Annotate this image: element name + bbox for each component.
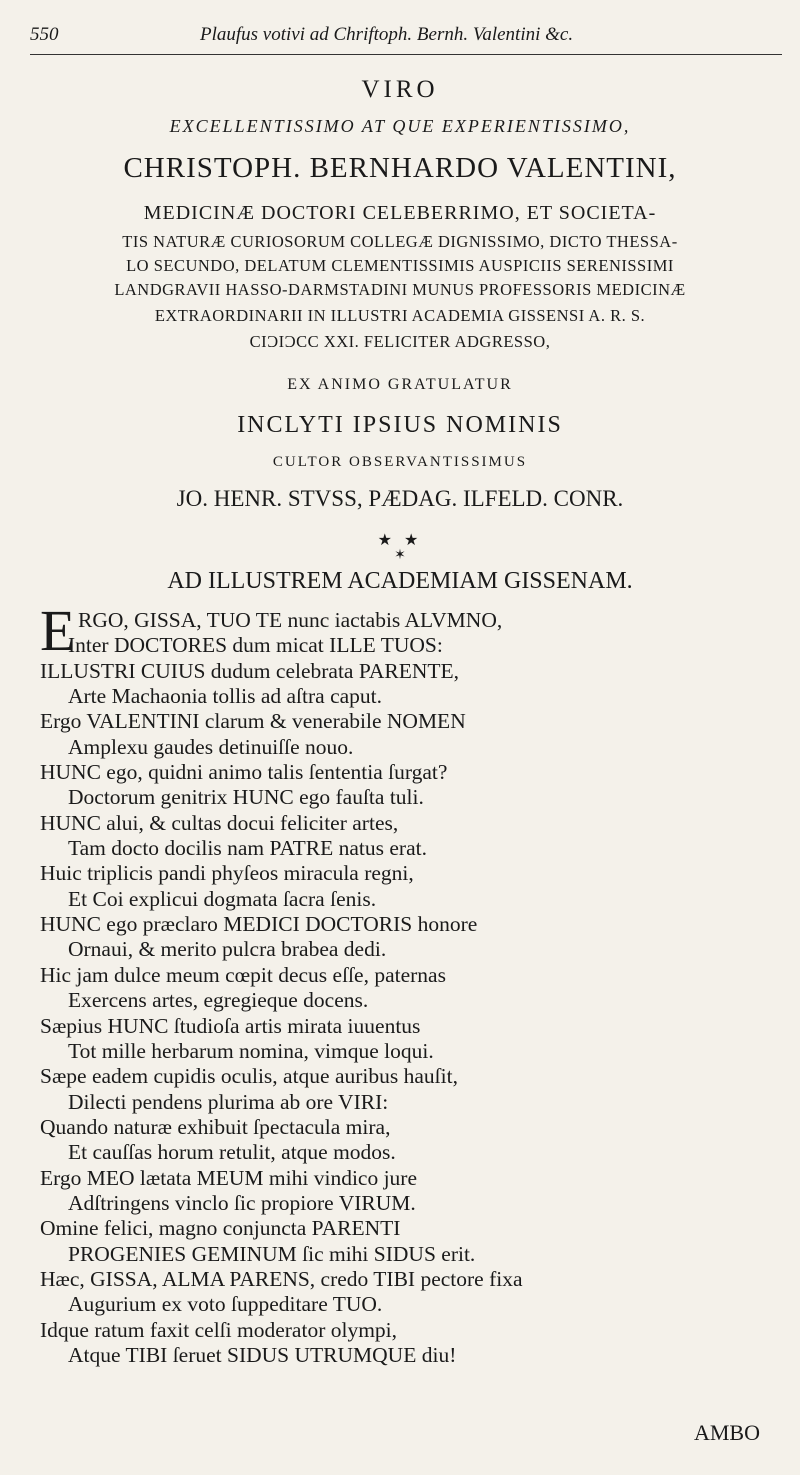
inclyti-line: INCLYTI IPSIUS NOMINIS bbox=[237, 412, 563, 438]
poem-line: RGO, GISSA, TUO TE nunc iactabis ALVMNO, bbox=[78, 608, 503, 632]
dedicatee-name: CHRISTOPH. BERNHARDO VALENTINI, bbox=[123, 152, 677, 184]
dedication-line-3: LO SECUNDO, DELATUM CLEMENTISSIMIS AUSPICIIS SERENISSIMI bbox=[126, 256, 674, 275]
dedication-viro: VIRO bbox=[361, 76, 439, 103]
poem-line: Tot mille herbarum nomina, vimque loqui. bbox=[68, 1038, 434, 1063]
poem-line: HUNC ego, quidni animo talis ſententia ſurgat? bbox=[40, 760, 448, 785]
cultor-line: CULTOR OBSERVANTISSIMUS bbox=[272, 454, 528, 470]
poem-line: Quando naturæ exhibuit ſpectacula mira, bbox=[40, 1114, 391, 1139]
poem-line: Tam docto docilis nam PATRE natus erat. bbox=[68, 836, 427, 861]
running-title: Plaufus votivi ad Chriftoph. Bernh. Valentini &c. bbox=[200, 24, 574, 45]
poem-body bbox=[40, 598, 780, 1368]
poem-line: Exercens artes, egregieque docens. bbox=[68, 988, 369, 1013]
poem-line: PROGENIES GEMINUM ſic mihi SIDUS erit. bbox=[68, 1241, 476, 1266]
dedication-line-2: TIS NATURÆ CURIOSORUM COLLEGÆ DIGNISSIMO, DICTO THESSA- bbox=[122, 232, 678, 251]
poem-line: Et cauſſas horum retulit, atque modos. bbox=[68, 1140, 396, 1165]
poem-line: Amplexu gaudes detinuiſſe nouo. bbox=[68, 734, 354, 759]
dedication-line-4: LANDGRAVII HASSO-DARMSTADINI MUNUS PROFESSORIS MEDICINÆ bbox=[114, 280, 686, 299]
ex-animo-line: EX ANIMO GRATULATUR bbox=[287, 376, 513, 393]
poem-line: Sæpe eadem cupidis oculis, atque auribus hauſit, bbox=[40, 1064, 458, 1089]
poem-line: Dilecti pendens plurima ab ore VIRI: bbox=[68, 1089, 389, 1114]
poem-line: Omine felici, magno conjuncta PARENTI bbox=[40, 1216, 401, 1241]
poem-title: AD ILLUSTREM ACADEMIAM GISSENAM. bbox=[167, 568, 633, 594]
poem-line: Ergo MEO lætata MEUM mihi vindico jure bbox=[40, 1165, 418, 1190]
poem-line: Augurium ex voto ſuppeditare TUO. bbox=[68, 1292, 383, 1317]
poem-line: Adſtringens vinclo ſic propiore VIRUM. bbox=[68, 1190, 416, 1215]
poem-line: Et Coi explicui dogmata ſacra ſenis. bbox=[68, 886, 377, 911]
dedication-line-5: EXTRAORDINARII IN ILLUSTRI ACADEMIA GISSENSI A. R. S. bbox=[154, 306, 646, 325]
ornament-stars: ★ ★ bbox=[377, 532, 423, 549]
poem-line: HUNC ego præclaro MEDICI DOCTORIS honore bbox=[40, 912, 478, 937]
poem-line: Ergo VALENTINI clarum & venerabile NOMEN bbox=[40, 709, 466, 734]
poem-line: Hic jam dulce meum cœpit decus eſſe, paternas bbox=[40, 962, 446, 987]
poem-line: ILLUSTRI CUIUS dudum celebrata PARENTE, bbox=[40, 658, 459, 683]
poem-line: Huic triplicis pandi phyſeos miracula regni, bbox=[40, 861, 414, 886]
running-header bbox=[30, 22, 770, 54]
poem-line: Doctorum genitrix HUNC ego fauſta tuli. bbox=[68, 785, 424, 810]
author-line: JO. HENR. STVSS, PÆDAG. ILFELD. CONR. bbox=[176, 486, 624, 511]
dedication-excellentissimo: EXCELLENTISSIMO AT QUE EXPERIENTISSIMO, bbox=[169, 116, 631, 136]
ornament-star-below: ✶ bbox=[394, 548, 406, 563]
poem-line: Ornaui, & merito pulcra brabea dedi. bbox=[68, 937, 387, 962]
dedication-line-1: MEDICINÆ DOCTORI CELEBERRIMO, ET SOCIETA- bbox=[143, 202, 657, 224]
poem-line: Atque TIBI ſeruet SIDUS UTRUMQUE diu! bbox=[68, 1342, 457, 1367]
poem-line: Sæpius HUNC ſtudioſa artis mirata iuuentus bbox=[40, 1013, 421, 1038]
dedication-line-6: CIƆIƆCC XXI. FELICITER ADGRESSO, bbox=[249, 332, 551, 351]
catchword: AMBO bbox=[693, 1420, 760, 1445]
poem-line: Arte Machaonia tollis ad aſtra caput. bbox=[68, 684, 383, 709]
poem-line: Idque ratum faxit celſi moderator olympi, bbox=[40, 1317, 398, 1342]
poem-line: Hæc, GISSA, ALMA PARENS, credo TIBI pectore fixa bbox=[40, 1266, 523, 1291]
header-rule bbox=[30, 54, 782, 55]
page-number: 550 bbox=[30, 24, 59, 45]
drop-cap: E bbox=[40, 598, 76, 663]
poem-line: Inter DOCTORES dum micat ILLE TUOS: bbox=[68, 633, 443, 658]
poem-line: HUNC alui, & cultas docui feliciter artes, bbox=[40, 810, 399, 835]
